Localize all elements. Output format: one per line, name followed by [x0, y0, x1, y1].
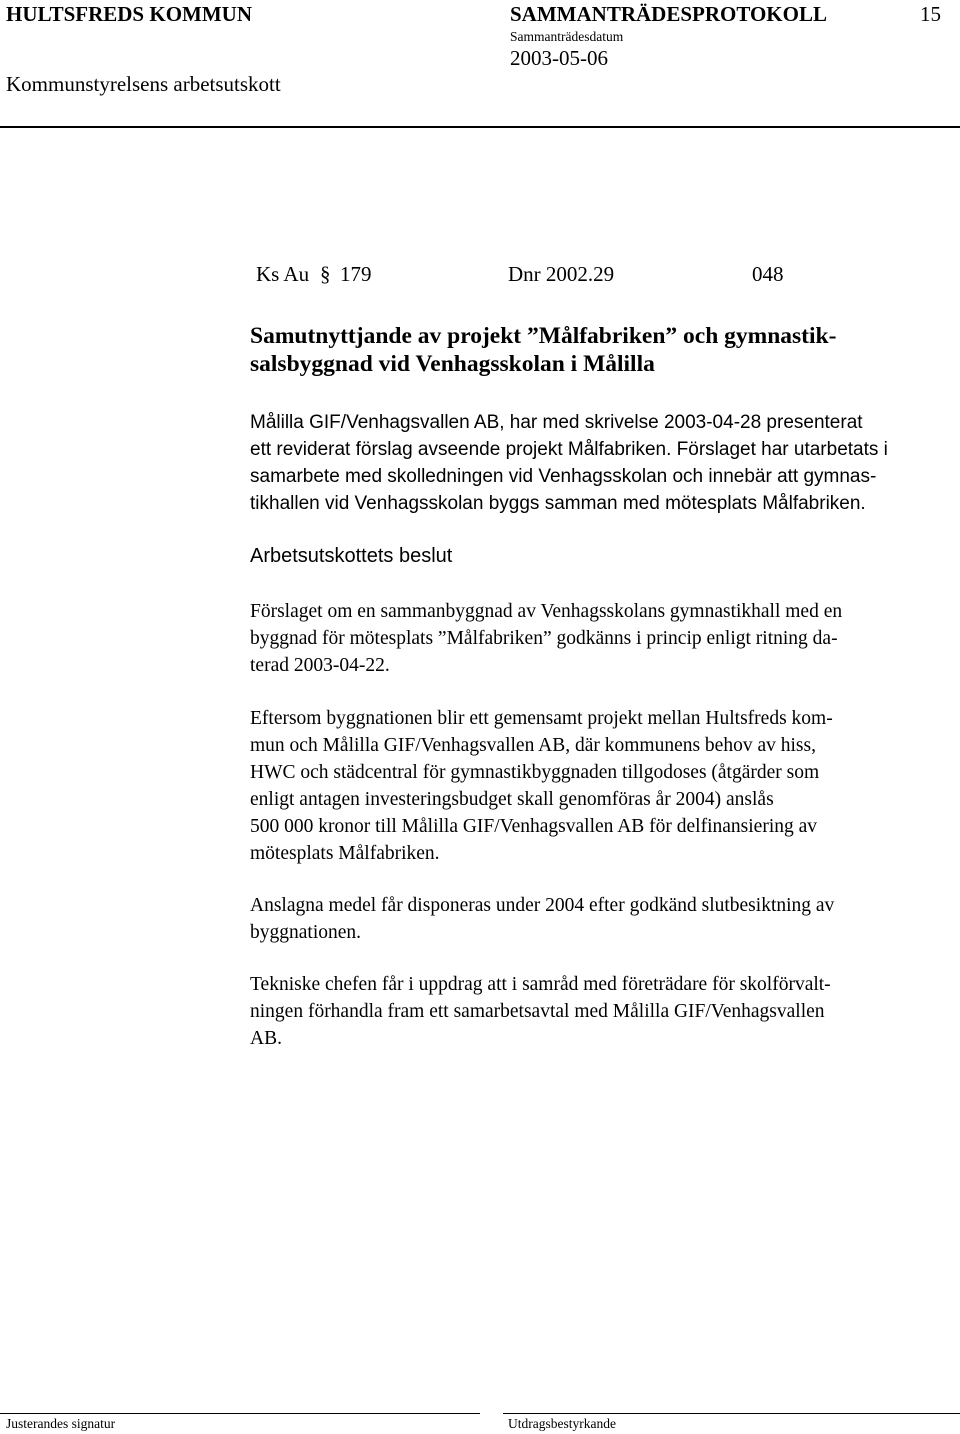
title-line: Samutnyttjande av projekt ”Målfabriken” och gymnastik- — [250, 323, 837, 349]
text-line: byggnad för mötesplats ”Målfabriken” godkänns i princip enligt ritning da- — [250, 628, 838, 649]
header-divider — [0, 126, 960, 128]
case-code: 048 — [752, 262, 784, 286]
protocol-title: SAMMANTRÄDESPROTOKOLL — [510, 2, 827, 26]
dnr-number: Dnr 2002.29 — [508, 262, 615, 286]
text-line: Förslaget om en sammanbyggnad av Venhagsskolans gymnastikhall med en — [250, 601, 843, 622]
decision-paragraph-2 — [250, 705, 950, 867]
decision-paragraph-4 — [250, 971, 950, 1052]
decision-heading: Arbetsutskottets beslut — [250, 545, 453, 567]
text-line: terad 2003-04-22. — [250, 655, 390, 676]
signature-label: Justerandes signatur — [6, 1416, 116, 1431]
meeting-date-label: Sammanträdesdatum — [510, 29, 624, 44]
text-line: Tekniske chefen får i uppdrag att i samråd med företrädare för skolförvalt- — [250, 974, 831, 995]
extract-label: Utdragsbestyrkande — [508, 1416, 616, 1431]
text-line: HWC och städcentral för gymnastikbyggnaden tillgodoses (åtgärder som — [250, 762, 820, 783]
text-line: ningen förhandla fram ett samarbetsavtal med Målilla GIF/Venhagsvallen — [250, 1001, 825, 1022]
decision-paragraph-1 — [250, 598, 950, 679]
municipality-name: HULTSFREDS KOMMUN — [6, 2, 253, 26]
decision-paragraph-3 — [250, 892, 950, 946]
text-line: mötesplats Målfabriken. — [250, 843, 440, 864]
title-line: salsbyggnad vid Venhagsskolan i Målilla — [250, 351, 655, 377]
text-line: Anslagna medel får disponeras under 2004 efter godkänd slutbesiktning av — [250, 895, 835, 916]
case-reference — [256, 262, 816, 290]
section-sign: § — [320, 262, 331, 286]
ks-au-label: Ks Au — [256, 262, 310, 286]
signature-line — [0, 1413, 480, 1414]
intro-paragraph — [250, 409, 950, 517]
text-line: Eftersom byggnationen blir ett gemensamt projekt mellan Hultsfreds kom- — [250, 708, 833, 729]
text-line: mun och Målilla GIF/Venhagsvallen AB, där kommunens behov av hiss, — [250, 735, 816, 756]
committee-name: Kommunstyrelsens arbetsutskott — [6, 72, 281, 96]
page-number: 15 — [920, 2, 941, 26]
extract-line — [503, 1413, 960, 1414]
text-line: tikhallen vid Venhagsskolan byggs samman med mötesplats Målfabriken. — [250, 493, 866, 514]
text-line: Målilla GIF/Venhagsvallen AB, har med skrivelse 2003-04-28 presenterat — [250, 412, 863, 433]
text-line: AB. — [250, 1028, 282, 1049]
case-title — [250, 322, 950, 378]
section-number: 179 — [340, 262, 372, 286]
text-line: samarbete med skolledningen vid Venhagsskolan och innebär att gymnas- — [250, 466, 877, 487]
meeting-date: 2003-05-06 — [510, 46, 608, 70]
text-line: 500 000 kronor till Målilla GIF/Venhagsvallen AB för delfinansiering av — [250, 816, 818, 837]
text-line: byggnationen. — [250, 922, 362, 943]
text-line: enligt antagen investeringsbudget skall genomföras år 2004) anslås — [250, 789, 774, 810]
text-line: ett reviderat förslag avseende projekt Målfabriken. Förslaget har utarbetats i — [250, 439, 888, 460]
